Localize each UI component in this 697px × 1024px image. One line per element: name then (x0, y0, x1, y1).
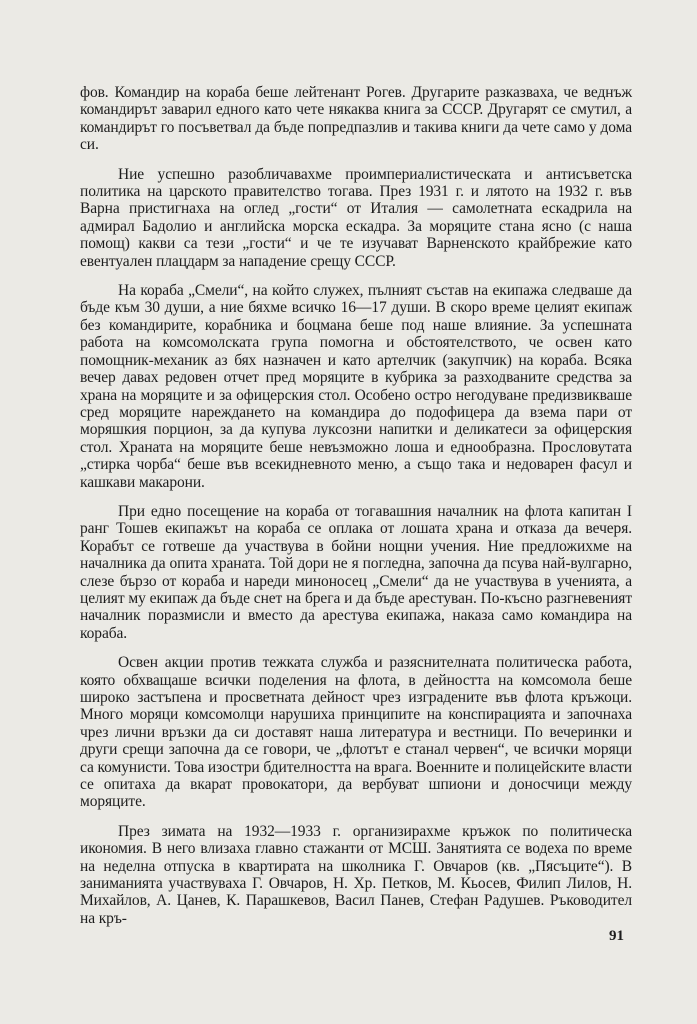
paragraph-1: фов. Командир на кораба беше лейтенант Рогев. Другарите разказваха, че веднъж командирът заварил едного като чете някаква книга за СССР. Другарят се смутил, а командирът го посъветвал да бъде попредпазлив и такива книги да чете само у дома си. (80, 84, 632, 154)
paragraph-2: Ние успешно разобличавахме проимпериалистическата и антисъветска политика на царското правителство тогава. През 1931 г. и лятото на 1932 г. във Варна пристигнаха на оглед „гости“ от Италия — самолетната ескадрила на адмирал Бадолио и английска морска ескадра. За моряците стана ясно (с наша помощ) какви са тези „гости“ и че те изучават Варненското крайбрежие като евентуален плацдарм за нападение срещу СССР. (80, 165, 632, 270)
paragraph-5: Освен акции против тежката служба и разяснителната политическа работа, която обхващаше всички поделения на флота, в дейността на комсомола беше широко застъпена и просветната дейност чрез изградените във флота кръжоци. Много моряци комсомолци нарушиха принципите на конспирацията и започнаха чрез лични връзки да си доставят наша литература и вестници. По вечеринки и други срещи започна да се говори, че „флотът е станал червен“, че всички моряци са комунисти. Това изостри бдителността на врага. Военните и полицейските власти се опитаха да вкарат провокатори, да вербуват шпиони и доносчици между моряците. (80, 654, 632, 811)
page-number: 91 (609, 928, 624, 944)
paragraph-6: През зимата на 1932—1933 г. организирахме кръжок по политическа икономия. В него влизаха главно стажанти от МСШ. Занятията се водеха по време на неделна отпуска в квартирата на школника Г. Овчаров (кв. „Пясъците“). В заниманията участвуваха Г. Овчаров, Н. Хр. Петков, М. Кьосев, Филип Лилов, Н. Михайлов, А. Цанев, К. Парашкевов, Васил Панев, Стефан Радушев. Ръководител на кръ- (80, 822, 632, 927)
body-text (80, 84, 632, 939)
paragraph-3: На кораба „Смели“, на който служех, пълният състав на екипажа следваше да бъде към 30 души, а ние бяхме всичко 16—17 души. В скоро време целият екипаж без командирите, корабника и боцмана беше под наше влияние. За успешната работа на комсомолската група помогна и обстоятелството, че освен като помощник-механик аз бях назначен и като артелчик (закупчик) на кораба. Всяка вечер давах редовен отчет пред моряците в кубрика за разходваните средства за храна на моряците и за офицерския стол. Особено остро негодуване предизвикваше сред моряците нареждането на командира до подофицера да взема пари от моряшкия порцион, за да купува луксозни напитки и деликатеси за офицерския стол. Храната на моряците беше невъзможно лоша и еднообразна. Прословутата „стирка чорба“ беше във всекидневното меню, а също така и недоварен фасул и кашкави макарони. (80, 282, 632, 491)
paragraph-4: При едно посещение на кораба от тогавашния началник на флота капитан I ранг Тошев екипажът на кораба се оплака от лошата храна и отказа да вечеря. Корабът се готвеше да участвува в бойни нощни учения. Ние предложихме на началника да опита храната. Той дори не я погледна, започна да псува най-вулгарно, слезе бързо от кораба и нареди миноносец „Смели“ да не участвува в ученията, а целият му екипаж да бъде снет на брега и да бъде арестуван. По-късно разгневеният началник поразмисли и вместо да арестува екипажа, наказа само командира на кораба. (80, 502, 632, 642)
